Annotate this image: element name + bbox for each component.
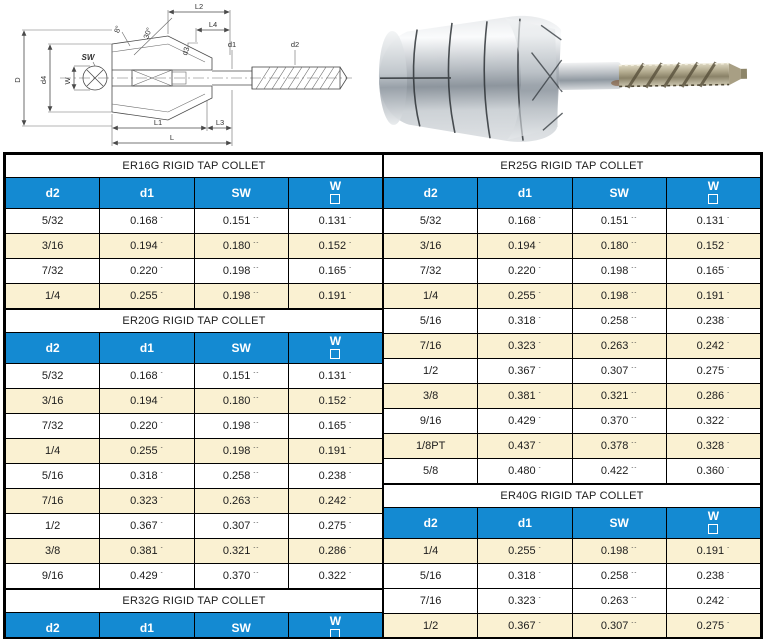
table-row	[6, 439, 383, 464]
cell-d1: 0.367 -	[478, 359, 572, 384]
spec-table-er16g	[5, 154, 383, 309]
tolerance-mark: --	[631, 465, 638, 472]
tolerance-mark: --	[253, 215, 260, 222]
cell-sw: 0.263 --	[572, 334, 666, 359]
column-header-w	[288, 333, 382, 364]
table-title: ER40G RIGID TAP COLLET	[384, 485, 761, 508]
cell-d2: 5/32	[6, 364, 100, 389]
top-section	[0, 0, 766, 150]
table-row	[6, 414, 383, 439]
cell-w: 0.360 -	[666, 459, 760, 484]
cell-w: 0.242 -	[666, 589, 760, 614]
table-row	[384, 209, 761, 234]
l-label: L	[169, 133, 175, 142]
cell-sw: 0.263 --	[572, 589, 666, 614]
tolerance-mark: --	[631, 545, 638, 552]
tolerance-mark: -	[349, 370, 353, 377]
cell-d1: 0.437 -	[478, 434, 572, 459]
cell-sw: 0.321 --	[194, 539, 288, 564]
cell-d1: 0.220 -	[100, 259, 194, 284]
square-symbol-icon	[708, 194, 718, 204]
cell-d1: 0.255 -	[100, 439, 194, 464]
tolerance-mark: -	[538, 595, 542, 602]
cell-sw: 0.180 --	[194, 234, 288, 259]
tolerance-mark: -	[727, 620, 731, 627]
cell-w: 0.242 -	[666, 334, 760, 359]
tolerance-mark: -	[349, 445, 353, 452]
spec-table-er20g	[5, 309, 383, 589]
table-row	[384, 589, 761, 614]
collet-product-photo	[356, 0, 766, 150]
cell-w: 0.191 -	[288, 439, 382, 464]
cell-sw: 0.370 --	[194, 564, 288, 589]
tolerance-mark: -	[160, 215, 164, 222]
cell-d2: 1/2	[6, 514, 100, 539]
cell-d1: 0.194 -	[100, 234, 194, 259]
tolerance-mark: -	[727, 570, 731, 577]
tolerance-mark: -	[727, 465, 731, 472]
cell-sw: 0.180 --	[572, 234, 666, 259]
tolerance-mark: -	[349, 470, 353, 477]
cell-d1: 0.429 -	[478, 409, 572, 434]
sw-label: SW	[81, 53, 95, 62]
spec-table-er32g	[5, 589, 383, 639]
tolerance-mark: -	[727, 290, 731, 297]
table-row	[384, 384, 761, 409]
cell-d2: 9/16	[6, 564, 100, 589]
tolerance-mark: -	[349, 420, 353, 427]
table-row	[6, 364, 383, 389]
tolerance-mark: -	[349, 215, 353, 222]
table-row	[384, 409, 761, 434]
cell-d1: 0.220 -	[100, 414, 194, 439]
cell-d1: 0.194 -	[478, 234, 572, 259]
column-header-d1: d1	[100, 178, 194, 209]
tolerance-mark: --	[253, 545, 260, 552]
table-header-row	[6, 613, 383, 639]
cell-d2: 3/8	[384, 384, 478, 409]
table-header-row	[384, 178, 761, 209]
column-header-d2: d2	[6, 333, 100, 364]
tolerance-mark: -	[727, 240, 731, 247]
cell-w: 0.242 -	[288, 489, 382, 514]
tolerance-mark: -	[538, 240, 542, 247]
table-row	[384, 539, 761, 564]
tap-shank	[559, 62, 621, 90]
tolerance-mark: -	[538, 440, 542, 447]
table-row	[384, 259, 761, 284]
cell-w: 0.238 -	[666, 309, 760, 334]
table-title: ER16G RIGID TAP COLLET	[6, 155, 383, 178]
table-title: ER20G RIGID TAP COLLET	[6, 310, 383, 333]
l4-label: L4	[208, 20, 218, 29]
cell-d1: 0.168 -	[478, 209, 572, 234]
cell-sw: 0.198 --	[194, 414, 288, 439]
tolerance-mark: --	[631, 595, 638, 602]
table-row	[6, 209, 383, 234]
cell-sw: 0.307 --	[194, 514, 288, 539]
tolerance-mark: -	[538, 570, 542, 577]
cell-d1: 0.255 -	[478, 539, 572, 564]
cell-w: 0.165 -	[288, 259, 382, 284]
tolerance-mark: --	[253, 570, 260, 577]
cell-d1: 0.480 -	[478, 459, 572, 484]
table-row	[6, 389, 383, 414]
table-title-row	[384, 155, 761, 178]
cell-sw: 0.307 --	[572, 614, 666, 639]
cell-sw: 0.258 --	[572, 564, 666, 589]
column-header-sw: SW	[572, 178, 666, 209]
cell-w: 0.286 -	[666, 384, 760, 409]
d1-label: d1	[227, 40, 237, 49]
tolerance-mark: -	[349, 545, 353, 552]
tolerance-mark: --	[253, 520, 260, 527]
cell-w: 0.165 -	[288, 414, 382, 439]
column-header-d1: d1	[100, 333, 194, 364]
tolerance-mark: -	[538, 390, 542, 397]
table-row	[6, 234, 383, 259]
tolerance-mark: -	[160, 240, 164, 247]
column-header-d1: d1	[478, 178, 572, 209]
column-header-sw: SW	[194, 613, 288, 639]
spec-table-er25g	[383, 154, 761, 484]
tolerance-mark: -	[538, 620, 542, 627]
cell-d2: 1/4	[384, 539, 478, 564]
spec-column-right	[383, 154, 761, 637]
collet-technical-drawing	[0, 0, 356, 150]
cell-d2: 7/16	[6, 489, 100, 514]
column-header-sw: SW	[194, 178, 288, 209]
cell-d1: 0.168 -	[100, 364, 194, 389]
column-header-d2: d2	[384, 508, 478, 539]
w-header-text: W	[329, 613, 342, 628]
tolerance-mark: -	[538, 415, 542, 422]
cell-d2: 9/16	[384, 409, 478, 434]
w-header-text: W	[329, 333, 342, 348]
cell-d1: 0.367 -	[478, 614, 572, 639]
w-header-text: W	[329, 178, 342, 193]
table-row	[384, 459, 761, 484]
cell-w: 0.152 -	[288, 234, 382, 259]
l2-label: L2	[194, 2, 204, 11]
cell-w: 0.275 -	[666, 614, 760, 639]
tolerance-mark: --	[631, 240, 638, 247]
table-row	[384, 284, 761, 309]
cell-w: 0.328 -	[666, 434, 760, 459]
cell-d2: 3/8	[6, 539, 100, 564]
table-row	[6, 539, 383, 564]
spiral-tap	[619, 62, 747, 88]
cell-sw: 0.180 --	[194, 389, 288, 414]
cell-d2: 1/2	[384, 359, 478, 384]
table-header-row	[6, 178, 383, 209]
tolerance-mark: --	[253, 395, 260, 402]
cell-w: 0.165 -	[666, 259, 760, 284]
tolerance-mark: -	[349, 395, 353, 402]
cell-sw: 0.258 --	[194, 464, 288, 489]
tolerance-mark: -	[160, 265, 164, 272]
l1-label: L1	[153, 118, 163, 127]
cell-w: 0.238 -	[288, 464, 382, 489]
cell-d1: 0.255 -	[100, 284, 194, 309]
front-view	[63, 53, 107, 90]
spec-table-er40g	[383, 484, 761, 639]
tolerance-mark: --	[253, 495, 260, 502]
tolerance-mark: -	[160, 470, 164, 477]
cell-d2: 3/16	[6, 234, 100, 259]
tolerance-mark: -	[538, 465, 542, 472]
cell-w: 0.131 -	[288, 364, 382, 389]
tolerance-mark: -	[727, 365, 731, 372]
cell-w: 0.238 -	[666, 564, 760, 589]
tolerance-mark: -	[349, 290, 353, 297]
tolerance-mark: -	[727, 340, 731, 347]
tolerance-mark: -	[538, 315, 542, 322]
cell-d1: 0.318 -	[100, 464, 194, 489]
tolerance-mark: --	[253, 420, 260, 427]
tolerance-mark: -	[160, 495, 164, 502]
cell-w: 0.191 -	[666, 284, 760, 309]
cell-w: 0.275 -	[666, 359, 760, 384]
w-header-text: W	[707, 508, 720, 523]
w-dim-label: W	[63, 77, 72, 85]
cell-d2: 1/2	[384, 614, 478, 639]
table-title: ER32G RIGID TAP COLLET	[6, 590, 383, 613]
column-header-sw: SW	[572, 508, 666, 539]
cell-w: 0.152 -	[288, 389, 382, 414]
cell-d1: 0.318 -	[478, 564, 572, 589]
cell-d1: 0.323 -	[478, 334, 572, 359]
cell-sw: 0.151 --	[194, 209, 288, 234]
tolerance-mark: -	[727, 315, 731, 322]
column-header-d1: d1	[100, 613, 194, 639]
tolerance-mark: --	[631, 390, 638, 397]
tolerance-mark: --	[253, 445, 260, 452]
l3-label: L3	[215, 118, 225, 127]
tolerance-mark: -	[538, 545, 542, 552]
cell-d1: 0.255 -	[478, 284, 572, 309]
cell-w: 0.131 -	[666, 209, 760, 234]
cell-d1: 0.381 -	[100, 539, 194, 564]
cell-sw: 0.198 --	[572, 284, 666, 309]
tolerance-mark: --	[253, 240, 260, 247]
column-header-w	[666, 508, 760, 539]
cell-d1: 0.168 -	[100, 209, 194, 234]
tolerance-mark: -	[349, 265, 353, 272]
tolerance-mark: --	[631, 290, 638, 297]
cell-w: 0.286 -	[288, 539, 382, 564]
cell-d1: 0.429 -	[100, 564, 194, 589]
tolerance-mark: -	[538, 340, 542, 347]
cell-sw: 0.198 --	[194, 259, 288, 284]
cell-w: 0.191 -	[288, 284, 382, 309]
column-header-w	[288, 178, 382, 209]
table-title-row	[6, 590, 383, 613]
column-header-d2: d2	[384, 178, 478, 209]
tolerance-mark: -	[727, 545, 731, 552]
tolerance-mark: --	[631, 215, 638, 222]
angle8-label: 8°	[112, 24, 124, 35]
cell-d2: 3/16	[384, 234, 478, 259]
tolerance-mark: -	[160, 370, 164, 377]
tolerance-mark: -	[538, 265, 542, 272]
table-row	[384, 334, 761, 359]
cell-d2: 1/4	[6, 439, 100, 464]
cell-sw: 0.321 --	[572, 384, 666, 409]
tolerance-mark: -	[160, 445, 164, 452]
square-symbol-icon	[708, 524, 718, 534]
table-row	[384, 309, 761, 334]
cell-d1: 0.318 -	[478, 309, 572, 334]
cell-d1: 0.381 -	[478, 384, 572, 409]
tolerance-mark: -	[727, 390, 731, 397]
cell-sw: 0.258 --	[572, 309, 666, 334]
cell-d2: 5/16	[6, 464, 100, 489]
cell-d1: 0.194 -	[100, 389, 194, 414]
table-title-row	[6, 310, 383, 333]
column-header-sw: SW	[194, 333, 288, 364]
tolerance-mark: -	[349, 240, 353, 247]
cell-sw: 0.422 --	[572, 459, 666, 484]
cell-sw: 0.198 --	[572, 259, 666, 284]
table-row	[6, 464, 383, 489]
table-row	[384, 234, 761, 259]
tolerance-mark: --	[631, 365, 638, 372]
cell-d1: 0.367 -	[100, 514, 194, 539]
cell-w: 0.275 -	[288, 514, 382, 539]
cell-d2: 7/32	[6, 414, 100, 439]
tolerance-mark: -	[727, 265, 731, 272]
table-header-row	[6, 333, 383, 364]
tolerance-mark: -	[727, 215, 731, 222]
cell-sw: 0.263 --	[194, 489, 288, 514]
w-header-text: W	[707, 178, 720, 193]
tolerance-mark: --	[631, 340, 638, 347]
cell-w: 0.322 -	[666, 409, 760, 434]
cell-d2: 5/32	[6, 209, 100, 234]
square-symbol-icon	[330, 629, 340, 639]
column-header-d2: d2	[6, 178, 100, 209]
cell-d2: 7/16	[384, 334, 478, 359]
tolerance-mark: -	[160, 520, 164, 527]
cell-d2: 5/16	[384, 564, 478, 589]
cell-w: 0.191 -	[666, 539, 760, 564]
tolerance-mark: --	[631, 265, 638, 272]
cell-sw: 0.151 --	[194, 364, 288, 389]
tolerance-mark: -	[349, 495, 353, 502]
cell-d2: 7/32	[6, 259, 100, 284]
cell-d2: 5/8	[384, 459, 478, 484]
tolerance-mark: --	[253, 265, 260, 272]
table-row	[384, 434, 761, 459]
tolerance-mark: -	[538, 365, 542, 372]
tolerance-mark: -	[160, 290, 164, 297]
cell-sw: 0.378 --	[572, 434, 666, 459]
cell-d2: 5/32	[384, 209, 478, 234]
cell-w: 0.152 -	[666, 234, 760, 259]
column-header-w	[666, 178, 760, 209]
cell-sw: 0.198 --	[194, 439, 288, 464]
cell-d2: 3/16	[6, 389, 100, 414]
table-row	[384, 564, 761, 589]
cell-sw: 0.307 --	[572, 359, 666, 384]
spec-column-left	[5, 154, 383, 637]
cell-d2: 1/4	[6, 284, 100, 309]
table-row	[6, 564, 383, 589]
tolerance-mark: -	[727, 415, 731, 422]
cell-d1: 0.323 -	[478, 589, 572, 614]
cell-d2: 1/8PT	[384, 434, 478, 459]
tolerance-mark: --	[631, 570, 638, 577]
cell-sw: 0.198 --	[194, 284, 288, 309]
tolerance-mark: -	[538, 215, 542, 222]
tolerance-mark: --	[253, 290, 260, 297]
d2-label: d2	[290, 40, 300, 49]
table-row	[6, 259, 383, 284]
cell-d1: 0.323 -	[100, 489, 194, 514]
cell-sw: 0.370 --	[572, 409, 666, 434]
table-row	[384, 614, 761, 639]
table-title-row	[384, 485, 761, 508]
cell-sw: 0.198 --	[572, 539, 666, 564]
cell-d1: 0.220 -	[478, 259, 572, 284]
cell-w: 0.322 -	[288, 564, 382, 589]
table-row	[384, 359, 761, 384]
column-header-d1: d1	[478, 508, 572, 539]
tolerance-mark: -	[160, 570, 164, 577]
table-row	[6, 489, 383, 514]
spec-tables-block	[3, 152, 763, 639]
column-header-w	[288, 613, 382, 639]
tolerance-mark: --	[631, 440, 638, 447]
tolerance-mark: --	[631, 620, 638, 627]
table-row	[6, 284, 383, 309]
tolerance-mark: -	[538, 290, 542, 297]
cell-d2: 1/4	[384, 284, 478, 309]
tolerance-mark: -	[727, 440, 731, 447]
tolerance-mark: -	[349, 520, 353, 527]
cell-w: 0.131 -	[288, 209, 382, 234]
table-header-row	[384, 508, 761, 539]
tolerance-mark: -	[160, 545, 164, 552]
d3-label: d3	[179, 45, 192, 57]
tolerance-mark: --	[631, 315, 638, 322]
tolerance-mark: --	[631, 415, 638, 422]
tolerance-mark: -	[727, 595, 731, 602]
d4-label: d4	[39, 75, 48, 85]
tolerance-mark: --	[253, 470, 260, 477]
big-d-label: D	[13, 77, 22, 83]
square-symbol-icon	[330, 194, 340, 204]
square-symbol-icon	[330, 349, 340, 359]
table-row	[6, 514, 383, 539]
upper-dimensions	[112, 2, 299, 69]
cell-d2: 7/32	[384, 259, 478, 284]
tolerance-mark: -	[160, 420, 164, 427]
tolerance-mark: --	[253, 370, 260, 377]
tolerance-mark: -	[160, 395, 164, 402]
table-title-row	[6, 155, 383, 178]
angle30-label: 30°	[141, 26, 154, 41]
cell-sw: 0.151 --	[572, 209, 666, 234]
cell-d2: 7/16	[384, 589, 478, 614]
table-title: ER25G RIGID TAP COLLET	[384, 155, 761, 178]
cell-d2: 5/16	[384, 309, 478, 334]
tolerance-mark: -	[349, 570, 353, 577]
column-header-d2: d2	[6, 613, 100, 639]
